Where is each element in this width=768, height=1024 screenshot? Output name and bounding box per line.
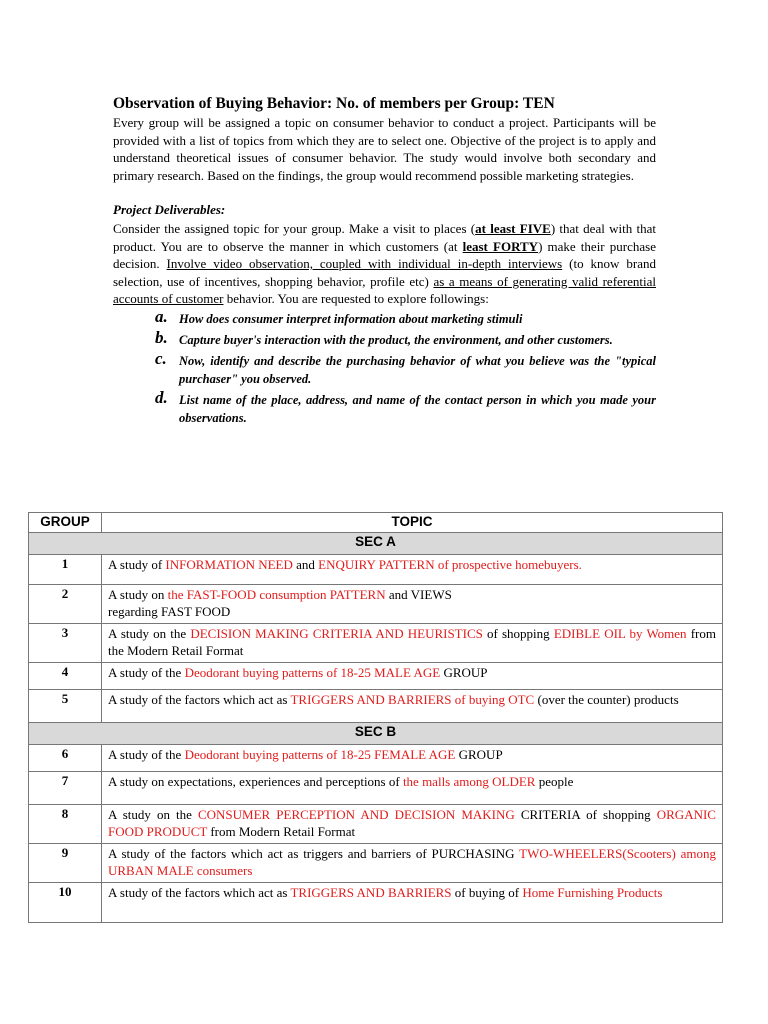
group-number: 3: [29, 624, 102, 663]
group-number: 9: [29, 844, 102, 883]
question-letter: b.: [155, 327, 168, 347]
topic-text: A study of: [108, 557, 166, 572]
topic-text: regarding FAST FOOD: [108, 604, 231, 619]
topic-text: (over the counter) products: [534, 692, 679, 707]
topic-text: and: [292, 557, 319, 572]
topic-text: and VIEWS: [385, 587, 452, 602]
group-number: 2: [29, 585, 102, 624]
topic-cell: [102, 690, 723, 723]
document-title: Observation of Buying Behavior: No. of members per Group: TEN: [113, 95, 555, 112]
topic-text: from Modern Retail Format: [207, 824, 356, 839]
topic-cell: [102, 745, 723, 772]
topic-text: A study on the: [108, 807, 198, 822]
table-header-row: [29, 513, 723, 533]
topic-highlight: TRIGGERS AND BARRIERS: [290, 885, 452, 900]
topic-text: A study on: [108, 587, 168, 602]
section-label: SEC A: [29, 533, 723, 555]
group-number: 6: [29, 745, 102, 772]
topic-cell: [102, 883, 723, 923]
section-row-sec-b: [29, 723, 723, 745]
video-observation-text: Involve video observation, coupled with individual in-depth interviews: [166, 256, 563, 271]
table-row: [29, 883, 723, 923]
table-row: [29, 555, 723, 585]
topic-text: GROUP: [455, 747, 503, 762]
intro-paragraph: Every group will be assigned a topic on consumer behavior to conduct a project. Participants will be provided with a list of topics from which they are to select one. Objective of the project is to apply and understand theoretical issues of consumer behavior. The study would involve both secondary and primary research. Based on the findings, the group would recommend possible marketing strategies.: [113, 115, 656, 183]
topic-text: A study of the: [108, 665, 185, 680]
group-column-header: GROUP: [29, 513, 102, 533]
deliverables-text: ) that deal with that product. You are to observe the manner in which customers (at: [113, 221, 656, 254]
topic-cell: [102, 624, 723, 663]
topic-text: CRITERIA of shopping: [514, 807, 657, 822]
group-number: 7: [29, 772, 102, 805]
topic-text: A study of the: [108, 747, 185, 762]
topic-text: A study of the factors which act as triggers and barriers of PURCHASING: [108, 846, 520, 861]
topic-column-header: TOPIC: [102, 513, 723, 533]
topic-text: people: [535, 774, 574, 789]
topic-cell: [102, 585, 723, 624]
topic-highlight: Deodorant buying patterns of 18-25 MALE AGE: [184, 665, 441, 680]
deliverables-text: (to know brand selection, use of incentives, shopping behavior, profile etc): [113, 256, 656, 289]
group-number: 8: [29, 805, 102, 844]
table-row: [29, 585, 723, 624]
topic-highlight: the FAST-FOOD consumption PATTERN: [167, 587, 386, 602]
question-text: Capture buyer's interaction with the product, the environment, and other customers.: [179, 332, 613, 347]
topic-cell: [102, 844, 723, 883]
deliverables-paragraph: [113, 220, 656, 308]
topic-highlight: DECISION MAKING CRITERIA AND HEURISTICS: [190, 626, 483, 641]
topic-text: A study of the factors which act as: [108, 692, 291, 707]
question-letter: a.: [155, 306, 168, 326]
table-row: [29, 844, 723, 883]
deliverables-heading: Project Deliverables:: [113, 202, 226, 217]
topic-text: of shopping: [482, 626, 554, 641]
topic-text: GROUP: [440, 665, 488, 680]
topic-text: A study of the factors which act as: [108, 885, 291, 900]
question-item: [155, 327, 656, 349]
group-number: 5: [29, 690, 102, 723]
question-list: [113, 306, 656, 427]
at-least-five: at least FIVE: [475, 221, 551, 236]
referential-accounts-text: as a means of generating valid referential accounts of customer: [113, 273, 656, 306]
question-text: Now, identify and describe the purchasing behavior of what you believe was the "typical purchaser" you observed.: [179, 353, 656, 386]
table-row: [29, 772, 723, 805]
deliverables-text: ) make their purchase decision.: [113, 238, 656, 271]
deliverables-text: behavior. You are requested to explore followings:: [223, 291, 489, 306]
deliverables-text: Consider the assigned topic for your group. Make a visit to places (: [113, 221, 476, 236]
question-letter: c.: [155, 348, 167, 368]
topic-highlight: Deodorant buying patterns of 18-25 FEMALE AGE: [184, 747, 456, 762]
topic-text: A study on expectations, experiences and perceptions of: [108, 774, 403, 789]
question-text: List name of the place, address, and name of the contact person in which you made your observations.: [179, 392, 656, 425]
group-number: 1: [29, 555, 102, 585]
topic-highlight: TRIGGERS AND BARRIERS of buying OTC: [290, 692, 535, 707]
table-row: [29, 663, 723, 690]
topic-text: of buying of: [451, 885, 523, 900]
at-least-forty: least FORTY: [462, 238, 539, 254]
group-number: 10: [29, 883, 102, 923]
group-topic-table: [28, 512, 723, 923]
topic-highlight: ENQUIRY PATTERN of prospective homebuyers.: [318, 557, 582, 572]
topic-cell: [102, 805, 723, 844]
topic-cell: [102, 772, 723, 805]
question-text: How does consumer interpret information about marketing stimuli: [179, 311, 523, 326]
section-label: SEC B: [29, 723, 723, 745]
topic-cell: [102, 555, 723, 585]
table-row: [29, 745, 723, 772]
topic-text: from the Modern Retail Format: [108, 626, 716, 658]
topic-highlight: INFORMATION NEED: [165, 557, 293, 572]
topic-highlight: TWO-WHEELERS(Scooters) among URBAN MALE consumers: [108, 846, 717, 878]
question-letter: d.: [155, 387, 168, 407]
question-item: [155, 306, 656, 328]
topic-highlight: Home Furnishing Products: [522, 885, 663, 900]
topic-highlight: CONSUMER PERCEPTION AND DECISION MAKING: [197, 807, 515, 822]
table-row: [29, 624, 723, 663]
table-row: [29, 690, 723, 723]
topic-highlight: ORGANIC FOOD PRODUCT: [108, 807, 716, 839]
topic-cell: [102, 663, 723, 690]
section-row-sec-a: [29, 533, 723, 555]
topic-text: A study on the: [108, 626, 191, 641]
topic-highlight: the malls among OLDER: [402, 774, 536, 789]
question-item: [155, 387, 656, 427]
table-row: [29, 805, 723, 844]
question-item: [155, 348, 656, 388]
group-number: 4: [29, 663, 102, 690]
topic-highlight: EDIBLE OIL by Women: [553, 626, 687, 641]
document-body: [113, 95, 656, 430]
